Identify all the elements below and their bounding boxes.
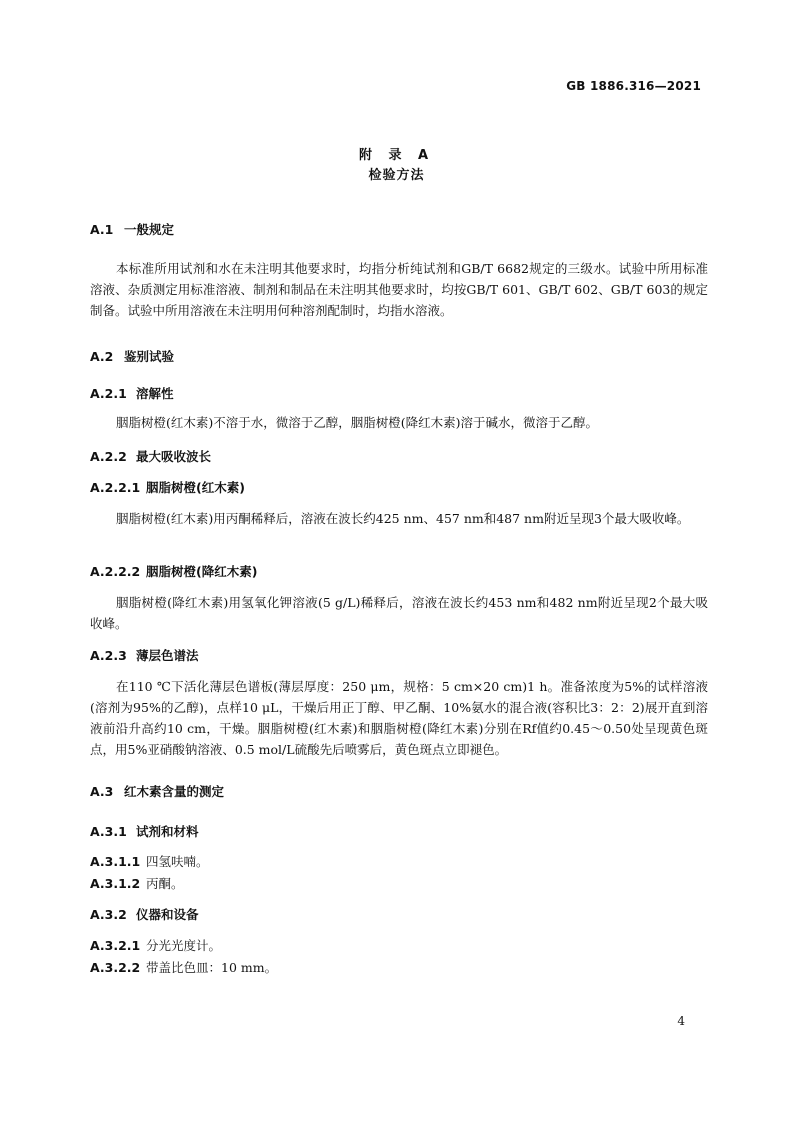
section-a1-paragraph: 本标准所用试剂和水在未注明其他要求时，均指分析纯试剂和GB/T 6682规定的三级水。试验中所用标准溶液、杂质测定用标准溶液、制剂和制品在未注明其他要求时，均按GB/T 601、GB/T 602、GB/T 603的规定制备。试验中所用溶液在未注明用何种溶剂配制时，均指水溶液。 (90, 261, 708, 318)
section-a22-heading: A.2.2 最大吸收波长 (90, 449, 212, 464)
section-a311-item: A.3.1.1 四氢呋喃。 (90, 854, 209, 869)
section-a322-item: A.3.2.2 带盖比色皿：10 mm。 (90, 960, 278, 975)
section-a21-paragraph: 胭脂树橙(红木素)不溶于水，微溶于乙醇，胭脂树橙(降红木素)溶于碱水，微溶于乙醇。 (116, 415, 599, 430)
section-a32-heading: A.3.2 仪器和设备 (90, 907, 199, 922)
section-a321-item: A.3.2.1 分光光度计。 (90, 938, 222, 953)
section-a3-heading: A.3 红木素含量的测定 (90, 784, 225, 799)
standard-code: GB 1886.316—2021 (566, 79, 701, 93)
section-a23-paragraph: 在110 ℃下活化薄层色谱板(薄层厚度：250 μm，规格：5 cm×20 cm)1 h。准备浓度为5%的试样溶液(溶剂为95%的乙醇)，点样10 μL，干燥后用正丁醇、甲乙酮、10%氨水的混合液(容积比3：2：2)展开直到溶液前沿升高约10 cm，干燥。胭脂树橙(红木素)和胭脂树橙(降红木素)分别在Rf值约0.45～0.50处呈现黄色斑点，用5%亚硝酸钠溶液、0.5 mol/L硫酸先后喷雾后，黄色斑点立即褪色。 (90, 679, 708, 757)
section-a312-item: A.3.1.2 丙酮。 (90, 876, 184, 891)
section-a31-heading: A.3.1 试剂和材料 (90, 824, 199, 839)
section-a1-heading: A.1 一般规定 (90, 222, 175, 237)
appendix-label: 附 录 A (358, 148, 435, 163)
section-a221-heading: A.2.2.1 胭脂树橙(红木素) (90, 480, 245, 495)
section-a23-heading: A.2.3 薄层色谱法 (90, 648, 199, 663)
section-a2-heading: A.2 鉴别试验 (90, 349, 175, 364)
page-number: 4 (677, 1014, 685, 1028)
section-a221-paragraph: 胭脂树橙(红木素)用丙酮稀释后，溶液在波长约425 nm、457 nm和487 nm附近呈现3个最大吸收峰。 (116, 511, 690, 526)
section-a21-heading: A.2.1 溶解性 (90, 386, 174, 401)
section-a222-paragraph: 胭脂树橙(降红木素)用氢氧化钾溶液(5 g/L)稀释后，溶液在波长约453 nm和482 nm附近呈现2个最大吸收峰。 (90, 595, 708, 631)
appendix-title: 检验方法 (368, 168, 425, 183)
appendix-heading (0, 146, 793, 186)
section-a222-heading: A.2.2.2 胭脂树橙(降红木素) (90, 564, 258, 579)
